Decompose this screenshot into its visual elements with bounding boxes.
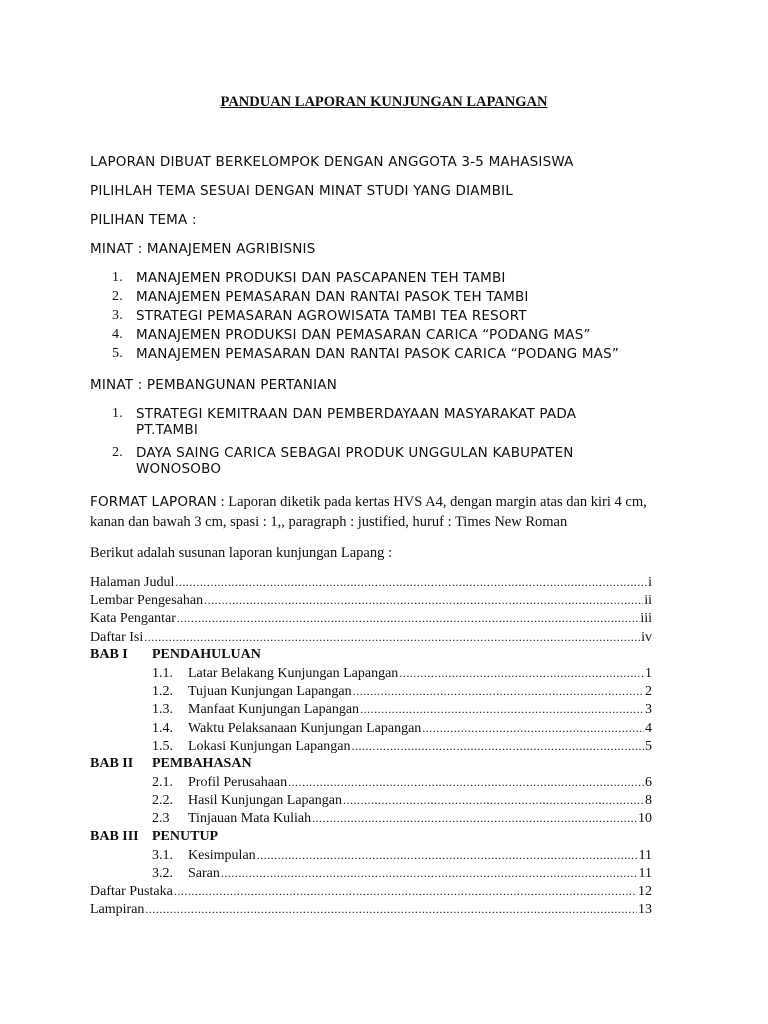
toc-row: 1.4. Waktu Pelaksanaan Kunjungan Lapangan ..... 4: [90, 719, 652, 737]
toc-row: 1.3. Manfaat Kunjungan Lapangan ..... 3: [90, 700, 652, 718]
intro-line-2: PILIHLAH TEMA SESUAI DENGAN MINAT STUDI YANG DIAMBIL: [90, 183, 513, 199]
toc-row: Lampiran ..... 13: [90, 900, 652, 918]
list-item: 2. DAYA SAING CARICA SEBAGAI PRODUK UNGGULAN KABUPATEN WONOSOBO: [112, 445, 574, 477]
toc-chapter-heading: BAB II PEMBAHASAN: [90, 755, 252, 771]
minat-agribisnis-list: [112, 270, 619, 365]
format-laporan-paragraph: FORMAT LAPORAN : Laporan diketik pada kertas HVS A4, dengan margin atas dan kiri 4 cm, kanan dan bawah 3 cm, spasi : 1,, paragraph : justified, huruf : Times New Roman: [90, 494, 647, 530]
toc-row: Daftar Pustaka ..... 12: [90, 882, 652, 900]
toc-row: Lembar Pengesahan ..... ii: [90, 591, 652, 609]
toc-row: 1.5. Lokasi Kunjungan Lapangan ..... 5: [90, 737, 652, 755]
susunan-intro: Berikut adalah susunan laporan kunjungan Lapang :: [90, 545, 393, 561]
toc-chapter-heading: BAB III PENUTUP: [90, 828, 219, 844]
toc-row: 1.1. Latar Belakang Kunjungan Lapangan ..... 1: [90, 664, 652, 682]
toc-chapter-heading: BAB I PENDAHULUAN: [90, 646, 261, 662]
toc-row: 2.1. Profil Perusahaan ..... 6: [90, 773, 652, 791]
intro-line-3: PILIHAN TEMA :: [90, 212, 197, 228]
list-item: 2. MANAJEMEN PEMASARAN DAN RANTAI PASOK TEH TAMBI: [112, 289, 529, 305]
list-item: 1. STRATEGI KEMITRAAN DAN PEMBERDAYAAN MASYARAKAT PADA PT.TAMBI: [112, 406, 577, 438]
minat-pembangunan-heading: MINAT : PEMBANGUNAN PERTANIAN: [90, 377, 337, 393]
list-item: 5. MANAJEMEN PEMASARAN DAN RANTAI PASOK CARICA “PODANG MAS”: [112, 346, 620, 362]
toc-row: 2.2. Hasil Kunjungan Lapangan ..... 8: [90, 791, 652, 809]
toc-row: 3.1. Kesimpulan ..... 11: [90, 846, 652, 864]
toc-row: Daftar Isi ..... iv: [90, 628, 652, 646]
toc-row: 1.2. Tujuan Kunjungan Lapangan ..... 2: [90, 682, 652, 700]
toc-row: Kata Pengantar ..... iii: [90, 609, 652, 627]
minat-pembangunan-list: [112, 406, 576, 484]
intro-line-1: LAPORAN DIBUAT BERKELOMPOK DENGAN ANGGOTA 3-5 MAHASISWA: [90, 154, 574, 170]
list-item: 1. MANAJEMEN PRODUKSI DAN PASCAPANEN TEH TAMBI: [112, 270, 506, 286]
toc-row: 3.2. Saran ..... 11: [90, 864, 652, 882]
document-title: PANDUAN LAPORAN KUNJUNGAN LAPANGAN: [220, 94, 548, 110]
list-item: 4. MANAJEMEN PRODUKSI DAN PEMASARAN CARICA “PODANG MAS”: [112, 327, 591, 343]
minat-agribisnis-heading: MINAT : MANAJEMEN AGRIBISNIS: [90, 241, 316, 257]
toc-row: 2.3 Tinjauan Mata Kuliah ..... 10: [90, 809, 652, 827]
toc-row: Halaman Judul ..... i: [90, 573, 652, 591]
list-item: 3. STRATEGI PEMASARAN AGROWISATA TAMBI TEA RESORT: [112, 308, 527, 324]
table-of-contents: [90, 573, 652, 919]
